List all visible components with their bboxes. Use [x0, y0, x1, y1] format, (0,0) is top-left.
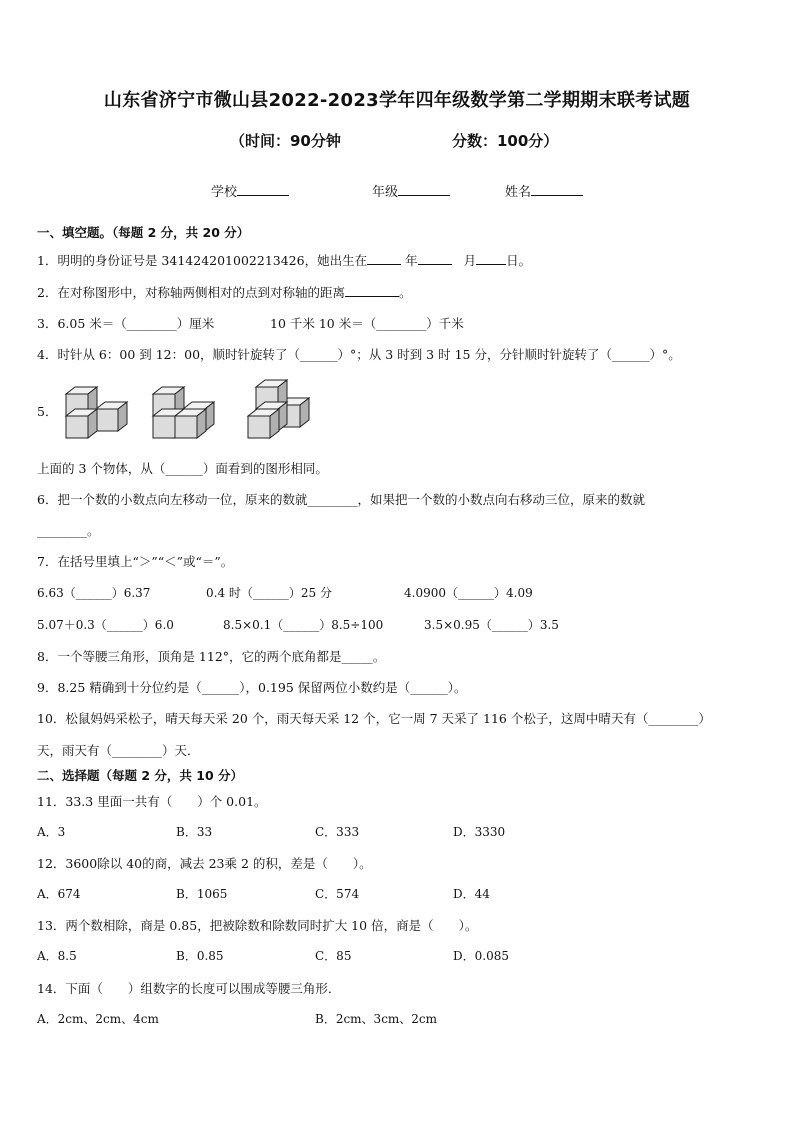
- name-field[interactable]: [505, 181, 583, 200]
- answer-blank[interactable]: [345, 285, 399, 297]
- answer-blank[interactable]: [418, 253, 452, 265]
- option-d[interactable]: D．0.085: [453, 949, 509, 963]
- grade-field[interactable]: [372, 181, 450, 200]
- question-5: 上面的 3 个物体，从（______）面看到的图形相同。: [37, 461, 328, 476]
- cube-object-1: [66, 387, 127, 438]
- section-1-heading: 一、填空题。（每题 2 分，共 20 分）: [37, 225, 250, 240]
- question-7: 7．在括号里填上“＞”“＜”或“＝”。: [37, 554, 234, 569]
- question-3b: 10 千米 10 米＝（________）千米: [270, 316, 464, 331]
- option-c[interactable]: C．333: [315, 825, 360, 839]
- exam-score: 分数：100分）: [452, 132, 559, 150]
- question-11: 11．33.3 里面一共有（ ）个 0.01。: [37, 794, 267, 809]
- section-2-heading: 二、选择题（每题 2 分，共 10 分）: [37, 768, 244, 783]
- option-d[interactable]: D．3330: [453, 825, 506, 839]
- option-c[interactable]: C．85: [315, 949, 352, 963]
- option-a[interactable]: A．3: [37, 825, 66, 839]
- compare-item: 4.0900（______）4.09: [404, 586, 533, 600]
- compare-item: 5.07＋0.3（______）6.0: [37, 618, 174, 632]
- question-10-line-2: 天，雨天有（________）天．: [37, 743, 200, 758]
- option-b[interactable]: B．1065: [176, 887, 228, 901]
- exam-time: （时间：90分钟: [230, 132, 341, 150]
- option-b[interactable]: B．0.85: [176, 949, 224, 963]
- compare-item: 8.5×0.1（______）8.5÷100: [223, 618, 384, 632]
- question-3a: 3．6.05 米＝（________）厘米: [37, 316, 215, 331]
- name-blank[interactable]: [531, 183, 583, 196]
- question-14: 14．下面（ ）组数字的长度可以围成等腰三角形．: [37, 981, 341, 996]
- compare-item: 3.5×0.95（______）3.5: [424, 618, 559, 632]
- option-a[interactable]: A．674: [37, 887, 81, 901]
- question-10-line-1: 10．松鼠妈妈采松子，晴天每天采 20 个，雨天每天采 12 个，它一周 7 天采了 116 个松子，这周中晴天有（________）: [37, 711, 711, 726]
- page-title: 山东省济宁市微山县2022-2023学年四年级数学第二学期期末联考试题: [103, 90, 691, 111]
- school-label: 学校: [211, 185, 238, 200]
- question-6-line-1: 6．把一个数的小数点向左移动一位，原来的数就________，如果把一个数的小数点向右移动三位，原来的数就: [37, 492, 645, 507]
- compare-item: 6.63（______）6.37: [37, 586, 151, 600]
- cube-object-3: [248, 380, 309, 438]
- answer-blank[interactable]: [367, 253, 401, 265]
- option-d[interactable]: D．44: [453, 887, 490, 901]
- question-1: 1．明明的身份证号是 341424201002213426，她出生在 年 月 日。: [37, 253, 532, 268]
- option-c[interactable]: C．574: [315, 887, 360, 901]
- grade-blank[interactable]: [398, 183, 450, 196]
- option-a[interactable]: A．2cm、2cm、4cm: [37, 1012, 159, 1026]
- school-blank[interactable]: [237, 183, 289, 196]
- question-6-line-2: ________。: [37, 523, 100, 538]
- question-13: 13．两个数相除，商是 0.85，把被除数和除数同时扩大 10 倍，商是（ ）。: [37, 918, 478, 933]
- question-8: 8．一个等腰三角形，顶角是 112°，它的两个底角都是_____。: [37, 649, 386, 664]
- question-4: 4．时针从 6：00 到 12：00，顺时针旋转了（______）°；从 3 时到 3 时 15 分，分针顺时针旋转了（______）°。: [37, 347, 681, 362]
- school-field[interactable]: [211, 181, 289, 200]
- question-12: 12．3600除以 40的商，减去 23乘 2 的积，差是（ ）。: [37, 856, 372, 871]
- name-label: 姓名: [505, 185, 532, 200]
- question-9: 9．8.25 精确到十分位约是（______），0.195 保留两位小数约是（______）。: [37, 680, 467, 695]
- answer-blank[interactable]: [476, 253, 506, 265]
- option-a[interactable]: A．8.5: [37, 949, 77, 963]
- option-b[interactable]: B．33: [176, 825, 213, 839]
- cube-object-2: [153, 387, 214, 438]
- question-5-number: 5．: [37, 404, 58, 419]
- compare-item: 0.4 时（______）25 分: [206, 586, 332, 600]
- option-b[interactable]: B．2cm、3cm、2cm: [315, 1012, 438, 1026]
- cube-figures-image: [60, 376, 320, 446]
- question-2: 2．在对称图形中，对称轴两侧相对的点到对称轴的距离 。: [37, 285, 412, 300]
- grade-label: 年级: [372, 185, 399, 200]
